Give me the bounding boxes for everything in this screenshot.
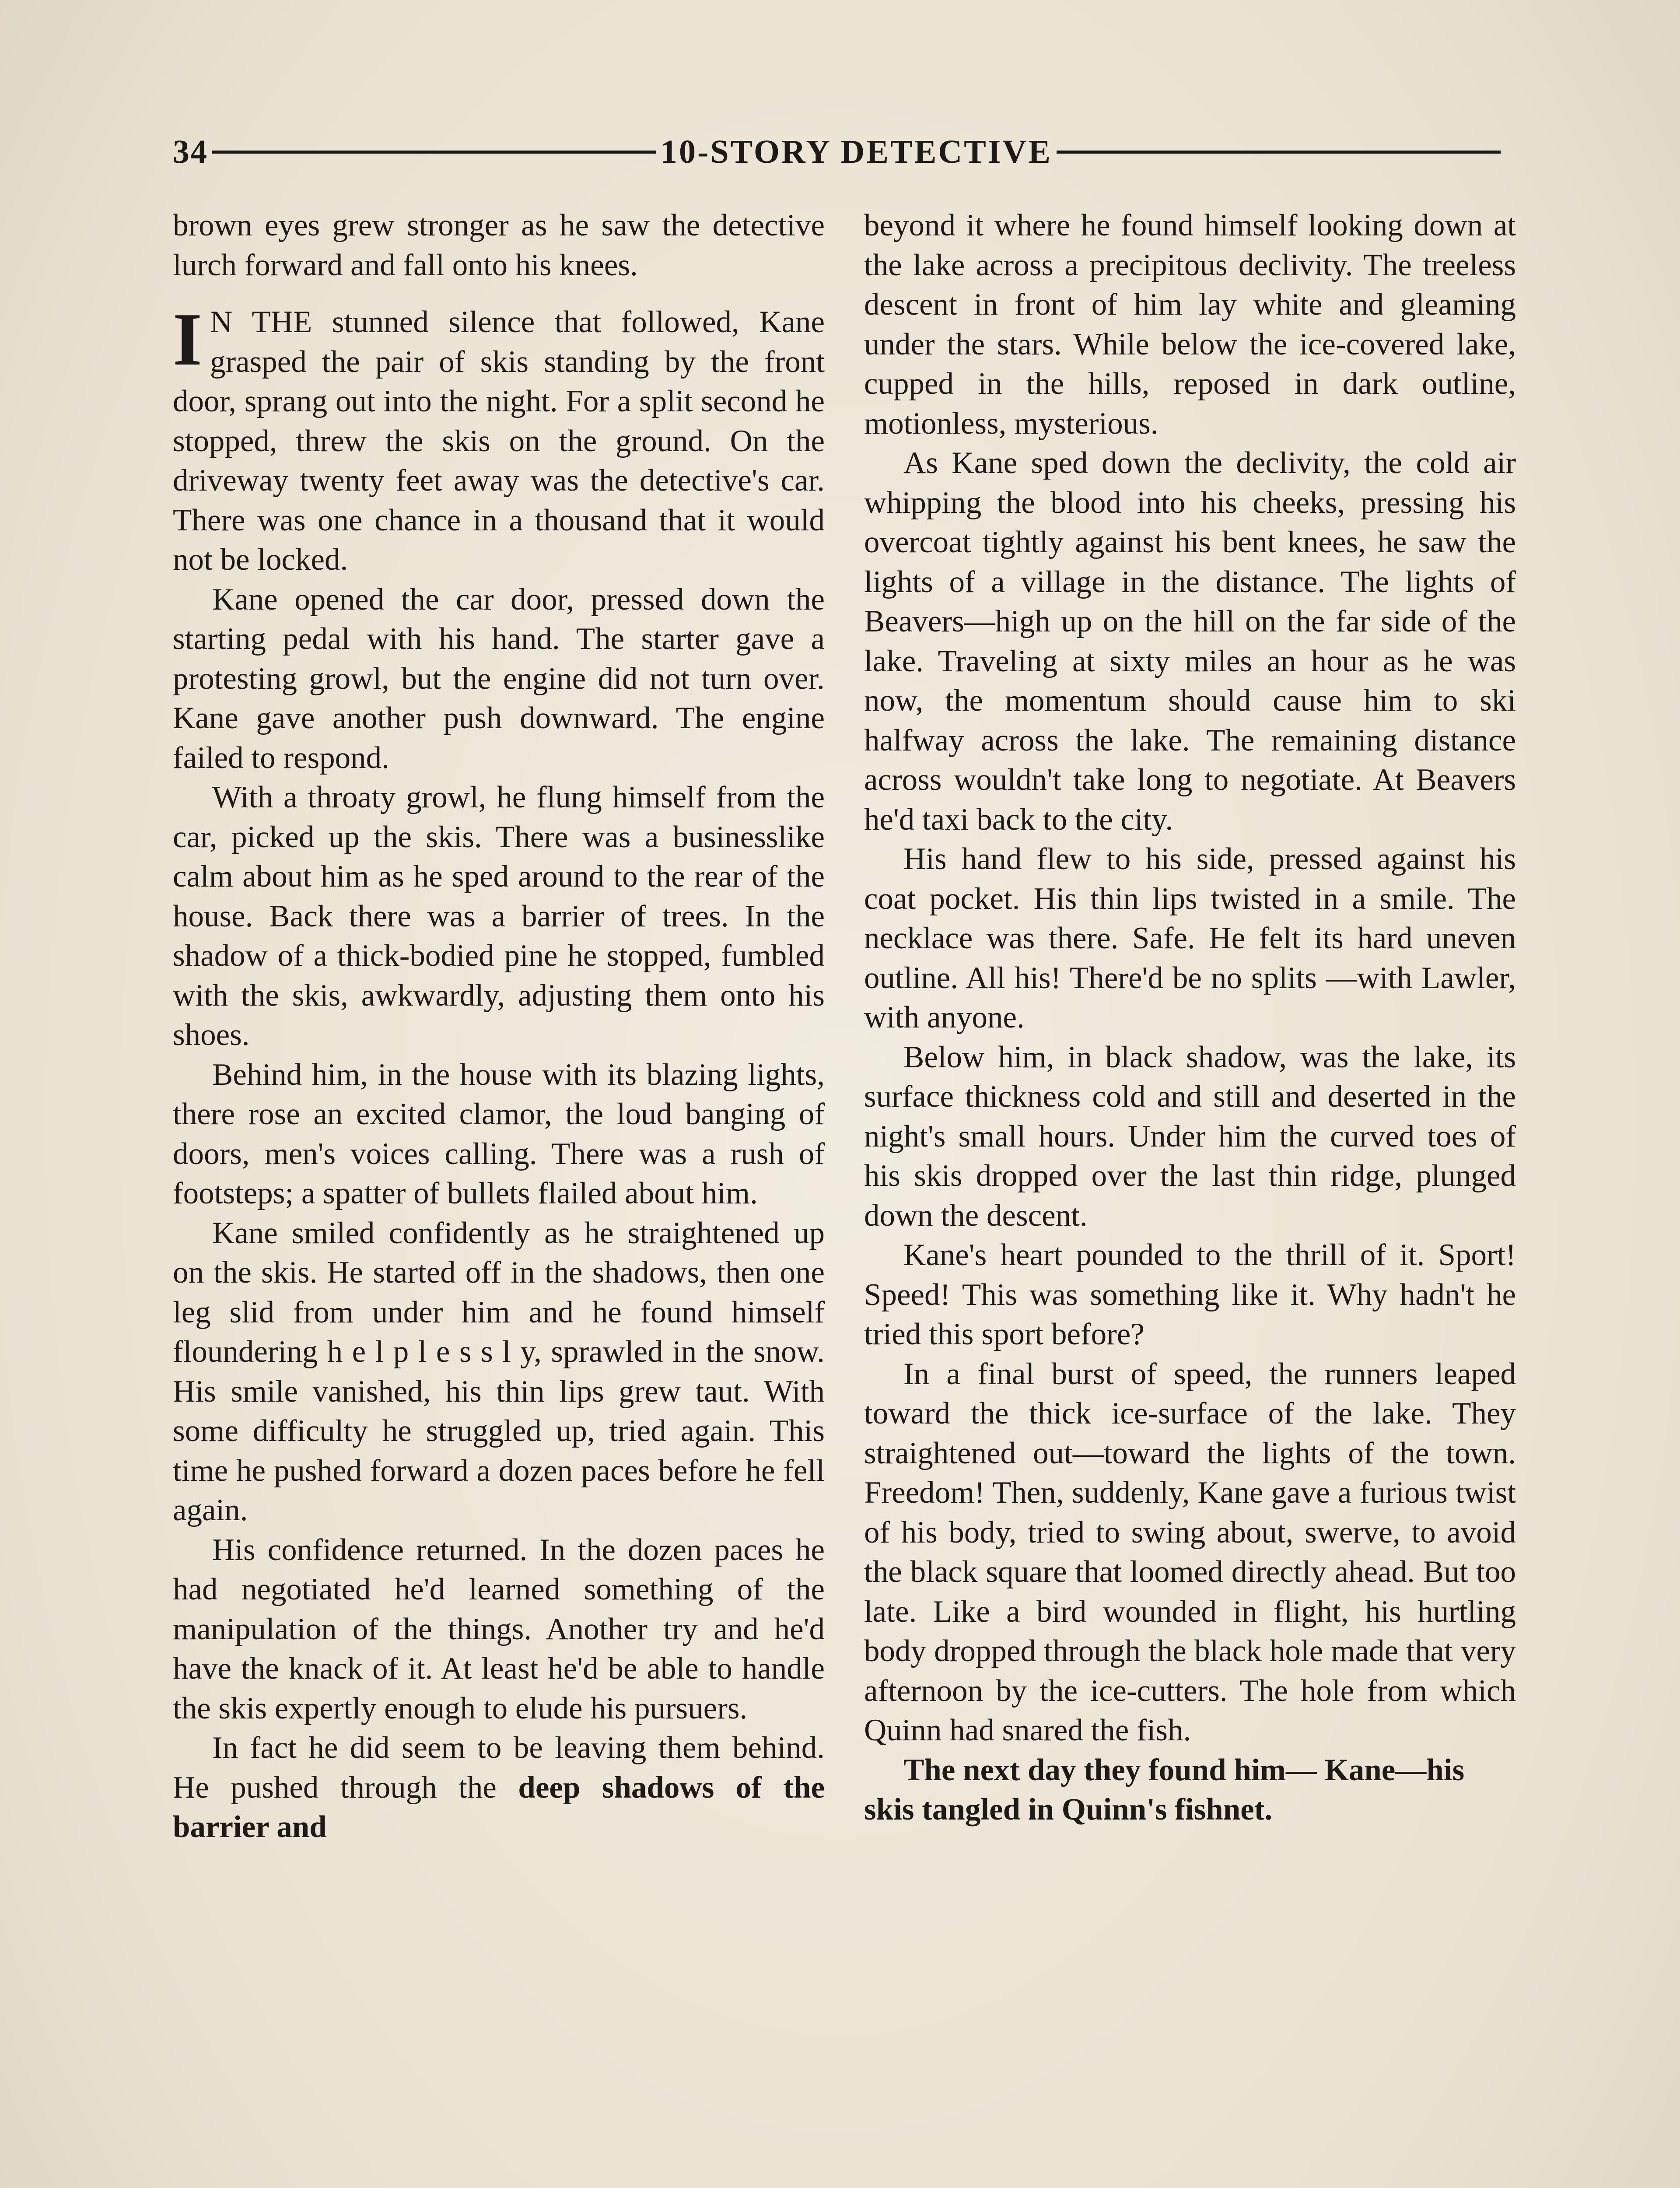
- story-paragraph: [173, 1728, 825, 1847]
- story-paragraph: As Kane sped down the declivity, the cold air whipping the blood into his cheeks, pressing his overcoat tightly against his bent knees, he saw the lights of a village in the distance. The lights of Beavers—high up on the hill on the far side of the lake. Traveling at sixty miles an hour as he was now, the momentum should cause him to ski halfway across the lake. The remaining distance across wouldn't take long to negotiate. At Beavers he'd taxi back to the city.: [864, 446, 1516, 837]
- story-paragraph: brown eyes grew stronger as he saw the detective lurch forward and fall onto his knees.: [173, 208, 825, 282]
- header-rule-left: [212, 151, 656, 154]
- page-number: 34: [173, 133, 208, 170]
- story-paragraph-bold-text: deep shadows of the barrier and: [173, 1770, 825, 1844]
- story-paragraph: His hand flew to his side, pressed against his coat pocket. His thin lips twisted in a smile. The necklace was there. Safe. He felt its hard uneven outline. All his! There'd be no splits —with Lawler, with anyone.: [864, 842, 1516, 1034]
- story-paragraph: His confidence returned. In the dozen paces he had negotiated he'd learned something of the manipulation of the things. Another try and he'd have the knack of it. At least he'd be able to handle the skis expertly enough to elude his pursuers.: [173, 1532, 825, 1725]
- magazine-title: 10-STORY DETECTIVE: [661, 133, 1052, 170]
- story-paragraph: Kane smiled confidently as he straightened up on the skis. He started off in the shadows, then one leg slid from under him and he found himself floundering h e l p l e s s l y, sprawled in the snow. His smile vanished, his thin lips grew taut. With some difficulty he struggled up, tried again. This time he pushed forward a dozen paces before he fell again.: [173, 1216, 825, 1527]
- story-final-paragraph: The next day they found him— Kane—his skis tangled in Quinn's fishnet.: [864, 1753, 1465, 1827]
- header-rule-right: [1057, 151, 1501, 154]
- story-paragraph-dropcap: [173, 298, 825, 580]
- story-paragraph: Below him, in black shadow, was the lake, its surface thickness cold and still and deserted in the night's small hours. Under him the curved toes of his skis dropped over the last thin ridge, plunged down the descent.: [864, 1040, 1516, 1233]
- story-paragraph: Behind him, in the house with its blazing lights, there rose an excited clamor, the loud banging of doors, men's voices calling. There was a rush of footsteps; a spatter of bullets flailed about him.: [173, 1057, 825, 1210]
- page-header: [173, 128, 1505, 176]
- drop-cap-letter: I: [173, 298, 202, 381]
- story-paragraph-text: N THE stunned silence that followed, Kane grasped the pair of skis standing by the front door, sprang out into the night. For a split second he stopped, threw the skis on the ground. On the driveway twenty feet away was the detective's car. There was one chance in a thousand that it would not be locked.: [173, 305, 825, 577]
- story-paragraph: beyond it where he found himself looking down at the lake across a precipitous declivity. The treeless descent in front of him lay white and gleaming under the stars. While below the ice-covered lake, cupped in the hills, reposed in dark outline, motionless, mysterious.: [864, 208, 1516, 441]
- story-paragraph: Kane opened the car door, pressed down the starting pedal with his hand. The starter gave a protesting growl, but the engine did not turn over. Kane gave another push downward. The engine failed to respond.: [173, 582, 825, 775]
- story-paragraph: In a final burst of speed, the runners leaped toward the thick ice-surface of the lake. They straightened out—toward the lights of the town. Freedom! Then, suddenly, Kane gave a furious twist of his body, tried to swing about, swerve, to avoid the black square that loomed directly ahead. But too late. Like a bird wounded in flight, his hurtling body dropped through the black hole made that very afternoon by the ice-cutters. The hole from which Quinn had snared the fish.: [864, 1357, 1516, 1747]
- left-column: [173, 206, 825, 2188]
- story-paragraph: Kane's heart pounded to the thrill of it. Sport! Speed! This was something like it. Why hadn't he tried this sport before?: [864, 1238, 1516, 1351]
- story-paragraph: With a throaty growl, he flung himself from the car, picked up the skis. There was a businesslike calm about him as he sped around to the rear of the house. Back there was a barrier of trees. In the shadow of a thick-bodied pine he stopped, fumbled with the skis, awkwardly, adjusting them onto his shoes.: [173, 780, 825, 1052]
- story-paragraph-text: In fact he did seem to be leaving them behind. He pushed through the: [173, 1731, 825, 1805]
- right-column: [864, 206, 1516, 2188]
